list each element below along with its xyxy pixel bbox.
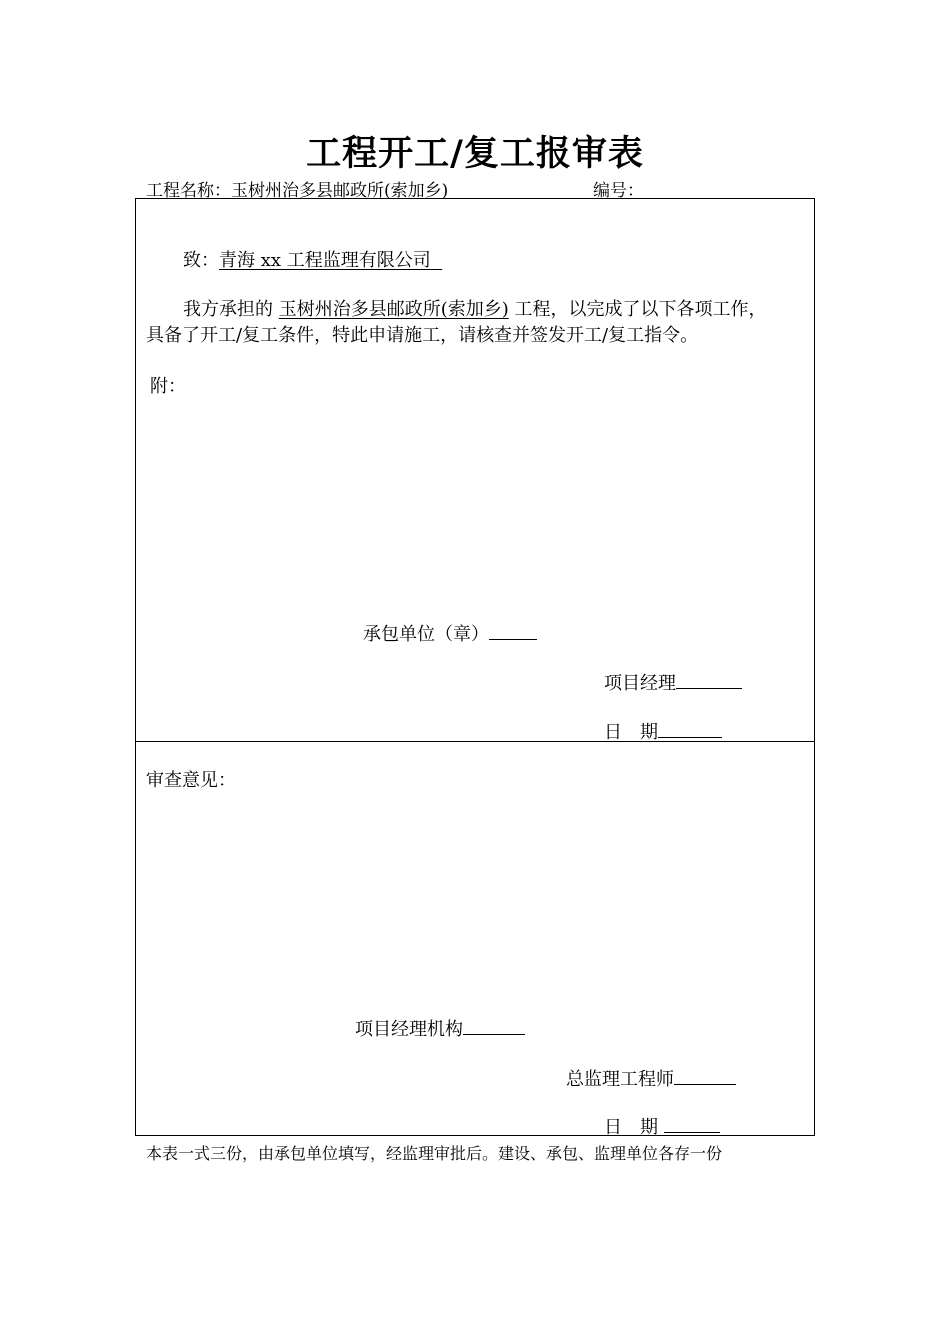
attachment-label: 附： — [150, 376, 186, 397]
chief-blank[interactable] — [674, 1068, 736, 1085]
application-date-label: 日 期 — [604, 722, 658, 743]
supervisor-company: 青海 xx 工程监理有限公司 — [219, 250, 431, 271]
org-blank[interactable] — [463, 1018, 525, 1035]
org-signature-line — [355, 1015, 525, 1041]
review-date-blank[interactable] — [664, 1116, 720, 1133]
para-project-name: 玉树州治多县邮政所(索加乡) — [278, 299, 509, 320]
addressee-line — [183, 246, 442, 272]
footer-note: 本表一式三份，由承包单位填写，经监理审批后。建设、承包、监理单位各存一份 — [146, 1144, 723, 1163]
para-prefix: 我方承担的 — [183, 299, 273, 320]
application-paragraph-line1 — [183, 295, 767, 321]
contractor-signature-line — [363, 620, 537, 646]
review-date-line — [604, 1113, 720, 1139]
application-date-blank[interactable] — [658, 721, 722, 738]
document-title: 工程开工/复工报审表 — [306, 133, 644, 174]
manager-signature-line — [604, 669, 742, 695]
manager-label: 项目经理 — [604, 673, 676, 694]
chief-engineer-signature-line — [566, 1065, 736, 1091]
serial-number-label: 编号： — [593, 181, 644, 201]
application-date-line — [604, 718, 722, 744]
application-paragraph-line2: 具备了开工/复工条件，特此申请施工，请核查并签发开工/复工指令。 — [146, 325, 699, 346]
contractor-label: 承包单位（章） — [363, 624, 489, 645]
review-date-label: 日 期 — [604, 1117, 658, 1138]
supervisor-company-underline-pad — [431, 250, 442, 271]
to-label: 致： — [183, 250, 219, 271]
review-opinion-label: 审查意见： — [146, 770, 236, 791]
manager-blank[interactable] — [676, 672, 742, 689]
contractor-blank[interactable] — [489, 623, 537, 640]
chief-label: 总监理工程师 — [566, 1069, 674, 1090]
org-label: 项目经理机构 — [355, 1019, 463, 1040]
project-name: 工程名称：玉树州治多县邮政所(索加乡) — [146, 181, 449, 201]
para-suffix: 工程，以完成了以下各项工作， — [514, 299, 767, 320]
